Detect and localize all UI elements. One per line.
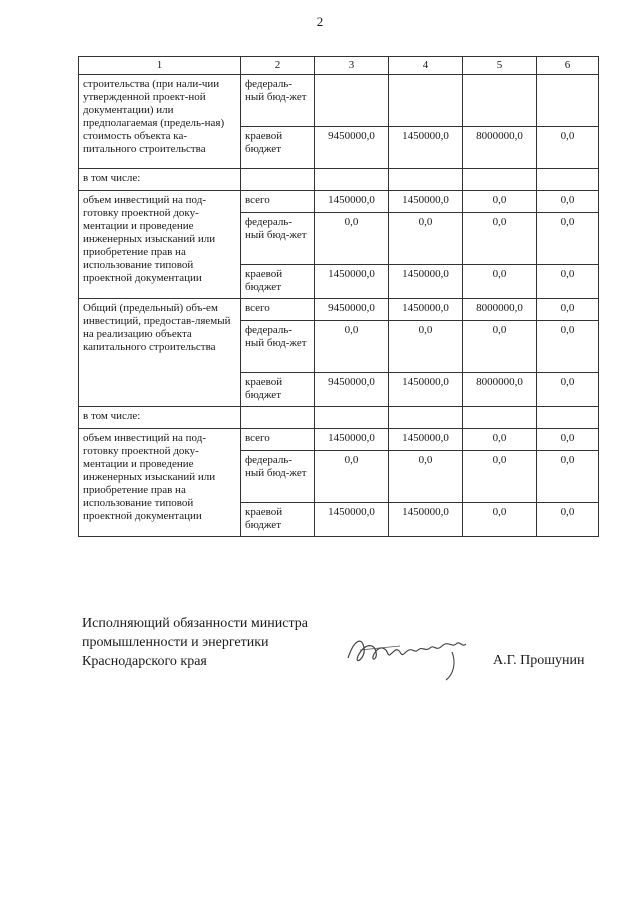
subheading-cell: в том числе: <box>79 407 241 429</box>
value-cell: 1450000,0 <box>315 265 389 299</box>
value-cell: 1450000,0 <box>315 429 389 451</box>
signer-title <box>82 614 308 671</box>
value-cell: 0,0 <box>537 127 599 169</box>
value-cell: 0,0 <box>537 191 599 213</box>
source-cell: федераль-ный бюд-жет <box>241 451 315 503</box>
value-cell: 0,0 <box>463 191 537 213</box>
signer-title-line: Исполняющий обязанности министра <box>82 616 308 631</box>
row-description: объем инвестиций на под-готовку проектной доку-ментации и проведение инженерных изысканий или приобретение прав на использование типовой проектной документации <box>79 191 241 299</box>
value-cell: 0,0 <box>389 321 463 373</box>
value-cell: 0,0 <box>463 429 537 451</box>
value-cell: 1450000,0 <box>389 429 463 451</box>
source-cell: краевой бюджет <box>241 127 315 169</box>
table-row <box>79 169 599 191</box>
budget-table <box>78 56 599 537</box>
header-cell: 6 <box>537 57 599 75</box>
value-cell: 0,0 <box>537 451 599 503</box>
table-row <box>79 75 599 127</box>
empty-cell <box>315 407 389 429</box>
value-cell: 1450000,0 <box>315 191 389 213</box>
header-cell: 5 <box>463 57 537 75</box>
empty-cell <box>463 169 537 191</box>
value-cell: 0,0 <box>315 321 389 373</box>
signer-title-line: промышленности и энергетики <box>82 635 269 650</box>
row-description: строительства (при нали-чии утвержденной проект-ной документации) или предполагаемая (предель-ная) стоимость объекта ка-питального строительства <box>79 75 241 169</box>
value-cell: 0,0 <box>463 321 537 373</box>
signer-name: А.Г. Прошунин <box>493 653 585 668</box>
row-description: объем инвестиций на под-готовку проектной доку-ментации и проведение инженерных изысканий или приобретение прав на использование типовой проектной документации <box>79 429 241 537</box>
value-cell: 0,0 <box>537 265 599 299</box>
empty-cell <box>241 407 315 429</box>
subheading-cell: в том числе: <box>79 169 241 191</box>
table-row <box>79 429 599 451</box>
value-cell: 1450000,0 <box>389 127 463 169</box>
value-cell: 8000000,0 <box>463 299 537 321</box>
value-cell: 1450000,0 <box>389 191 463 213</box>
value-cell: 0,0 <box>463 213 537 265</box>
source-cell: федераль-ный бюд-жет <box>241 321 315 373</box>
signer-title-line: Краснодарского края <box>82 654 207 669</box>
empty-cell <box>463 407 537 429</box>
table-row <box>79 191 599 213</box>
value-cell <box>463 75 537 127</box>
value-cell: 0,0 <box>315 451 389 503</box>
value-cell: 9450000,0 <box>315 127 389 169</box>
value-cell: 9450000,0 <box>315 373 389 407</box>
empty-cell <box>537 407 599 429</box>
handwritten-signature <box>340 618 480 688</box>
source-cell: федераль-ный бюд-жет <box>241 213 315 265</box>
header-cell: 1 <box>79 57 241 75</box>
value-cell: 0,0 <box>463 451 537 503</box>
source-cell: всего <box>241 299 315 321</box>
value-cell: 0,0 <box>463 265 537 299</box>
header-cell: 4 <box>389 57 463 75</box>
value-cell: 0,0 <box>315 213 389 265</box>
empty-cell <box>389 407 463 429</box>
empty-cell <box>241 169 315 191</box>
value-cell <box>537 75 599 127</box>
value-cell: 0,0 <box>537 321 599 373</box>
source-cell: всего <box>241 191 315 213</box>
value-cell: 8000000,0 <box>463 373 537 407</box>
value-cell <box>315 75 389 127</box>
value-cell: 0,0 <box>537 429 599 451</box>
table-row <box>79 299 599 321</box>
empty-cell <box>389 169 463 191</box>
table-header-row <box>79 57 599 75</box>
value-cell: 8000000,0 <box>463 127 537 169</box>
value-cell <box>389 75 463 127</box>
source-cell: краевой бюджет <box>241 503 315 537</box>
header-cell: 3 <box>315 57 389 75</box>
value-cell: 9450000,0 <box>315 299 389 321</box>
value-cell: 1450000,0 <box>389 265 463 299</box>
empty-cell <box>315 169 389 191</box>
source-cell: краевой бюджет <box>241 265 315 299</box>
value-cell: 1450000,0 <box>389 299 463 321</box>
value-cell: 0,0 <box>389 451 463 503</box>
value-cell: 0,0 <box>537 373 599 407</box>
value-cell: 0,0 <box>389 213 463 265</box>
table-row <box>79 407 599 429</box>
value-cell: 1450000,0 <box>315 503 389 537</box>
empty-cell <box>537 169 599 191</box>
source-cell: краевой бюджет <box>241 373 315 407</box>
source-cell: федераль-ный бюд-жет <box>241 75 315 127</box>
value-cell: 1450000,0 <box>389 373 463 407</box>
page-number: 2 <box>316 14 324 29</box>
value-cell: 1450000,0 <box>389 503 463 537</box>
value-cell: 0,0 <box>537 503 599 537</box>
source-cell: всего <box>241 429 315 451</box>
value-cell: 0,0 <box>537 213 599 265</box>
row-description: Общий (предельный) объ-ем инвестиций, предостав-ляемый на реализацию объекта капитального строительства <box>79 299 241 407</box>
value-cell: 0,0 <box>463 503 537 537</box>
header-cell: 2 <box>241 57 315 75</box>
value-cell: 0,0 <box>537 299 599 321</box>
